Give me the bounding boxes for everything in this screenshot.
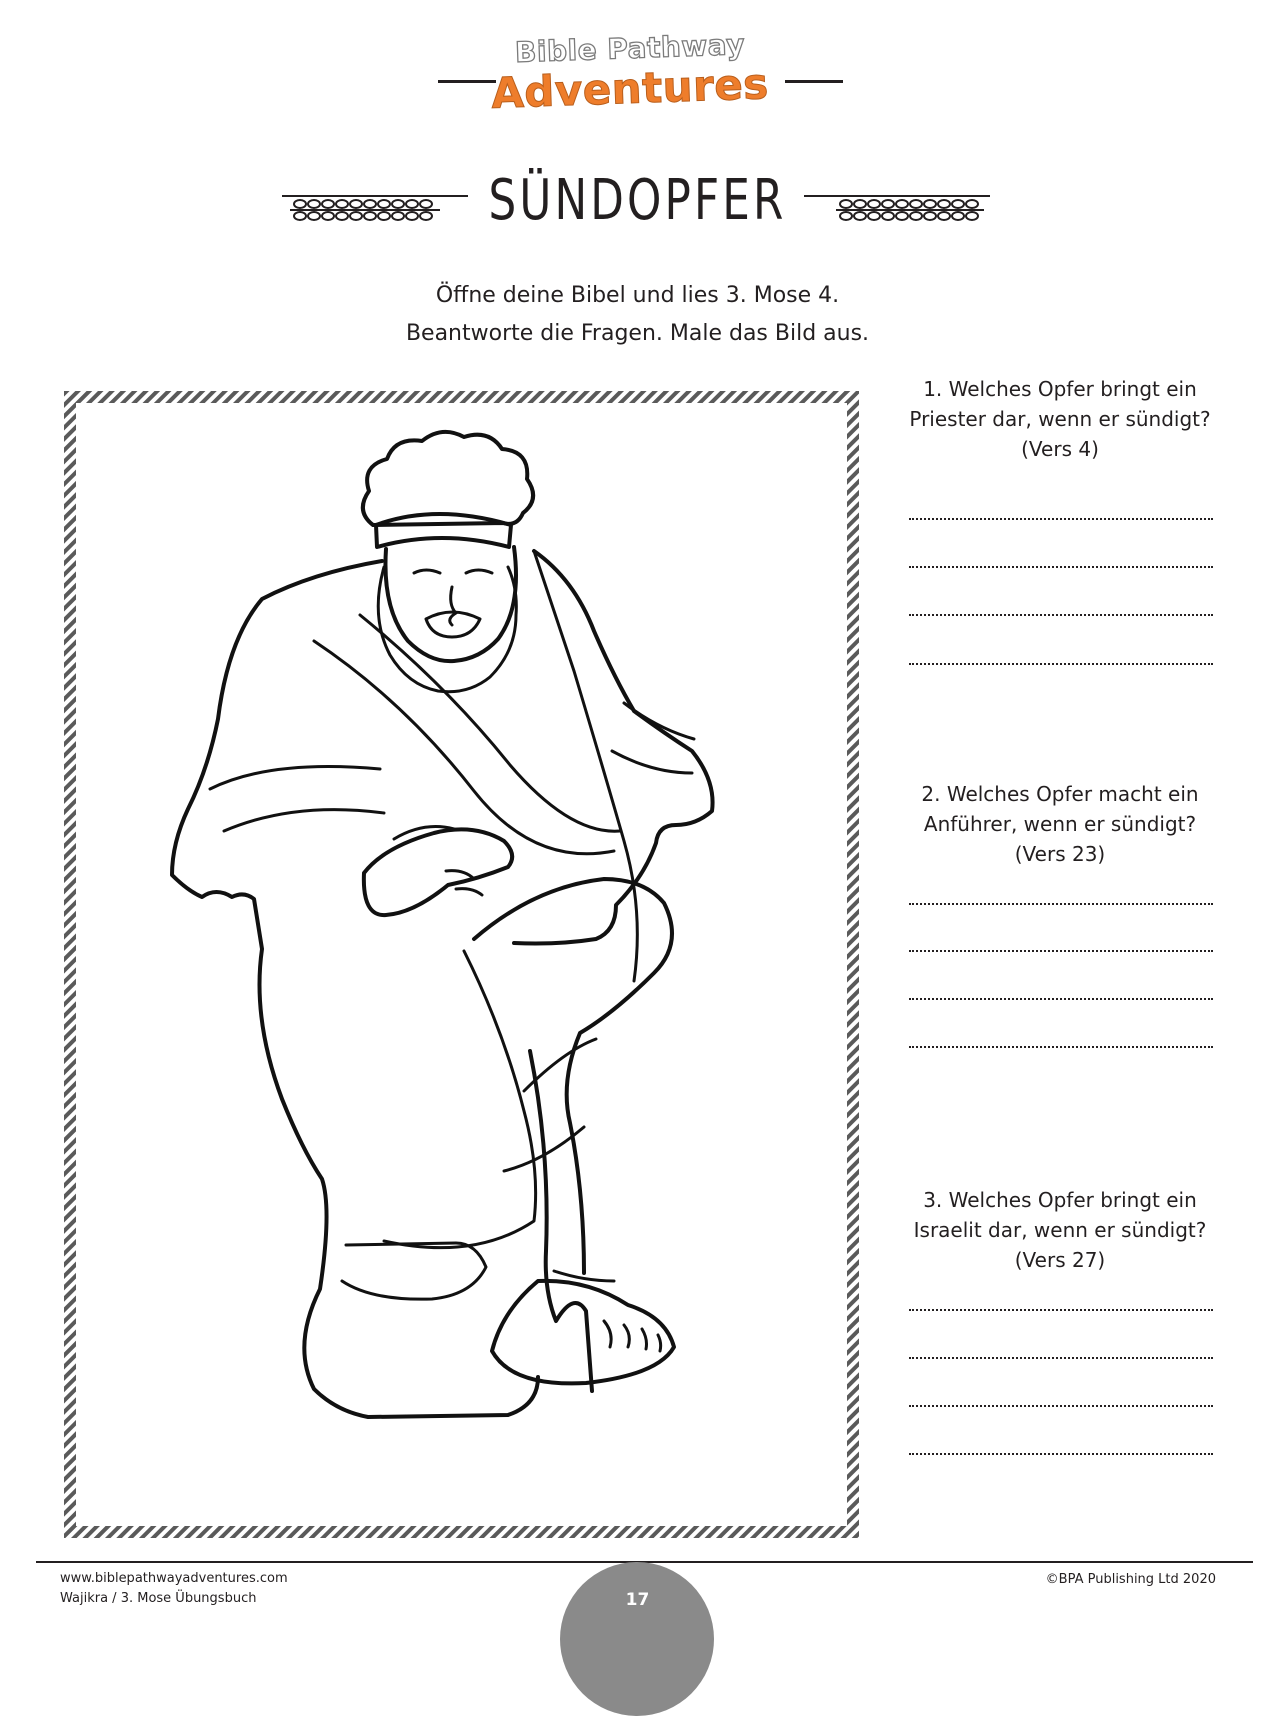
answer-line[interactable] xyxy=(909,1453,1213,1455)
page-number: 17 xyxy=(625,1590,650,1610)
question-verse-ref: (Vers 23) xyxy=(1014,842,1106,866)
answer-line[interactable] xyxy=(909,1405,1213,1407)
question-text-line: Israelit dar, wenn er sündigt? xyxy=(913,1218,1207,1242)
kneeling-man-coloring-illustration xyxy=(172,432,713,1417)
question-1 xyxy=(900,374,1220,464)
instruction-line: Beantworte die Fragen. Male das Bild aus. xyxy=(405,321,870,346)
question-verse-ref: (Vers 4) xyxy=(1021,437,1099,461)
answer-line[interactable] xyxy=(909,1357,1213,1359)
instruction-line: Öffne deine Bibel und lies 3. Mose 4. xyxy=(435,283,840,308)
footer-website-link[interactable]: www.biblepathwayadventures.com xyxy=(60,1571,288,1586)
question-text-line: Anführer, wenn er sündigt? xyxy=(923,812,1197,836)
question-3 xyxy=(900,1185,1220,1275)
question-text-line: 1. Welches Opfer bringt ein xyxy=(923,377,1197,401)
question-2 xyxy=(900,779,1220,869)
footer-book-title: Wajikra / 3. Mose Übungsbuch xyxy=(60,1591,257,1606)
page-number-tab xyxy=(560,1562,714,1716)
answer-line[interactable] xyxy=(909,518,1213,520)
question-verse-ref: (Vers 27) xyxy=(1014,1248,1106,1272)
footer-copyright: ©BPA Publishing Ltd 2020 xyxy=(1045,1572,1216,1587)
question-text-line: Priester dar, wenn er sündigt? xyxy=(909,407,1211,431)
answer-line[interactable] xyxy=(909,998,1213,1000)
answer-line[interactable] xyxy=(909,663,1213,665)
logo-top-text: Bible Pathway xyxy=(514,27,746,70)
answer-line[interactable] xyxy=(909,1309,1213,1311)
answer-line[interactable] xyxy=(909,903,1213,905)
answer-line[interactable] xyxy=(909,1046,1213,1048)
answer-line[interactable] xyxy=(909,950,1213,952)
question-text-line: 3. Welches Opfer bringt ein xyxy=(923,1188,1197,1212)
logo-rule-right xyxy=(785,80,843,83)
page-title: SÜNDOPFER xyxy=(488,168,787,233)
answer-line[interactable] xyxy=(909,614,1213,616)
coloring-picture-frame xyxy=(64,391,859,1538)
vine-ornament-right-icon xyxy=(802,186,992,232)
question-text-line: 2. Welches Opfer macht ein xyxy=(921,782,1199,806)
logo-main-text: Adventures xyxy=(490,59,770,118)
answer-line[interactable] xyxy=(909,566,1213,568)
